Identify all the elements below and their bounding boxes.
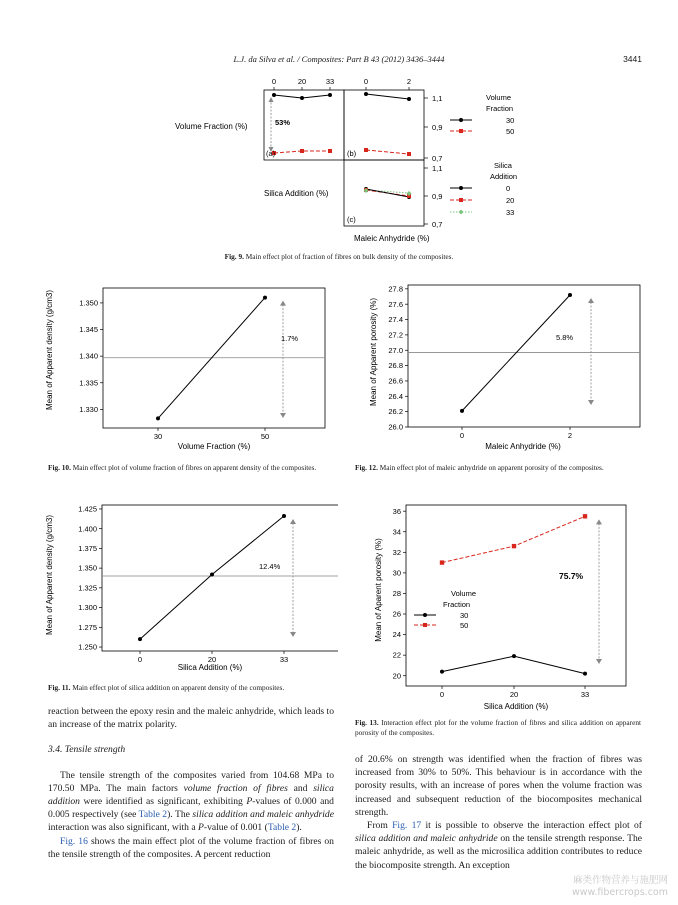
y-tick-label: 26.4 <box>388 391 403 401</box>
range-annotation: 75.7% <box>559 571 584 581</box>
watermark: 麻类作物营养与施肥网 www.fibercrops.com <box>571 875 668 898</box>
range-annotation: 1.7% <box>281 334 299 343</box>
range-annotation: 5.8% <box>556 333 574 342</box>
y-tick-label: 1.340 <box>79 351 98 361</box>
fig9-right-tick: 1,1 <box>432 164 443 173</box>
series-line <box>442 516 585 562</box>
data-point <box>440 560 444 564</box>
y-tick-label: 1.400 <box>78 524 97 534</box>
left-para-3: Fig. 16 shows the main effect plot of the volume fraction of fibres on the tensile strength of the composites. A percent reduction <box>48 835 334 860</box>
y-tick-label: 26.0 <box>388 422 403 432</box>
x-tick-label: 33 <box>580 690 590 699</box>
legend-swatch <box>459 186 463 190</box>
fig9-legend2-title: Addition <box>490 172 518 181</box>
fig9-top-tick: 0 <box>271 77 277 86</box>
data-point <box>364 148 368 152</box>
data-point <box>440 670 444 674</box>
fig9-legend1-item: 30 <box>506 116 515 125</box>
x-tick-label: 20 <box>207 655 217 664</box>
fig13-ylabel: Mean of Aparent porosity (%) <box>374 538 383 642</box>
fig13-legend-item: 30 <box>460 611 469 620</box>
x-tick-label: 0 <box>137 655 143 664</box>
range-annotation: 12.4% <box>259 562 281 571</box>
range-arrow-head <box>588 400 594 405</box>
fig9-top-tick: 2 <box>406 77 412 86</box>
figure-9-svg <box>160 72 530 248</box>
fig9-caption: Fig. 9. Main effect plot of fraction of fibres on bulk density of the composites. <box>224 252 454 261</box>
section-heading: 3.4. Tensile strength <box>48 744 126 756</box>
fig11-xlabel: Silica Addition (%) <box>177 663 243 672</box>
y-tick-label: 1.425 <box>78 504 97 514</box>
y-tick-label: 1.350 <box>79 298 98 308</box>
series-line <box>140 516 284 639</box>
y-tick-label: 1.335 <box>79 378 98 388</box>
fig9-top-tick: 33 <box>325 77 335 86</box>
fig9-top-tick: 0 <box>363 77 369 86</box>
fig9-right-tick: 0,9 <box>432 192 443 201</box>
fig11-ylabel: Mean of Apparent density (g/cm3) <box>45 514 54 636</box>
fig13-legend-item: 50 <box>460 621 469 630</box>
right-column-text <box>355 753 642 872</box>
fig13-plot-frame <box>406 505 626 686</box>
range-arrow-head <box>280 413 286 418</box>
fig11-caption: Fig. 11. Main effect plot of silica addition on apparent density of the composites. <box>48 683 285 692</box>
y-tick-label: 1.350 <box>78 563 97 573</box>
left-column-text <box>48 705 334 861</box>
fig9-legend2-item: 33 <box>506 208 515 217</box>
range-arrow-head <box>596 519 602 524</box>
fig10-xlabel: Volume Fraction (%) <box>177 442 251 451</box>
x-tick-label: 20 <box>509 690 519 699</box>
fig12-xlabel: Maleic Anhydride (%) <box>485 442 561 451</box>
y-tick-label: 24 <box>392 630 401 640</box>
data-point <box>407 152 411 156</box>
figure-10-svg <box>38 280 338 452</box>
y-tick-label: 30 <box>392 568 401 578</box>
right-para-1: of 20.6% on strength was identified when the fraction of fibres was increased from 30% to 50%. This behaviour is in accordance with the porosity results, with an increase of pores when the volume fraction was increased and subsequent reduction of the biocomposites mechanical strength. <box>355 754 642 818</box>
fig9-legend2-item: 0 <box>506 184 511 193</box>
fig13-legend-title: Volume <box>451 589 477 598</box>
page-number: 3441 <box>623 54 642 64</box>
left-para-2: The tensile strength of the composites varied from 104.68 MPa to 170.50 MPa. The main factors volume fraction of fibres and silica addition were identified as significant, exhibiting P-values of 0.000 and 0.005 respectively (see Table 2). The silica addition and maleic anhydride interaction was also significant, with a P-value of 0.001 (Table 2). <box>48 769 334 834</box>
fig9-panel-c-label: (c) <box>347 215 356 224</box>
data-point <box>328 93 332 97</box>
x-tick-label: 30 <box>153 432 163 441</box>
fig9-panel-a-label: (a) <box>266 149 276 158</box>
table-2-link[interactable]: Table 2 <box>267 822 297 834</box>
range-arrow-head <box>290 519 296 524</box>
data-point <box>272 93 276 97</box>
data-point <box>583 672 587 676</box>
range-arrow-head <box>596 659 602 664</box>
fig9-right-tick: 1,1 <box>432 94 443 103</box>
figure-12-svg <box>356 280 656 452</box>
figure-11-svg <box>38 500 338 672</box>
fig-16-link[interactable]: Fig. 16 <box>60 835 88 847</box>
fig9-row-label-1: Volume Fraction (%) <box>175 122 248 131</box>
data-point <box>583 514 587 518</box>
data-point <box>300 96 304 100</box>
y-tick-label: 27.6 <box>388 299 403 309</box>
legend-swatch <box>459 129 463 133</box>
fig9-right-tick: 0,9 <box>432 123 443 132</box>
data-point <box>263 296 267 300</box>
data-point <box>407 97 411 101</box>
y-tick-label: 22 <box>392 650 401 660</box>
fig9-legend2-item: 20 <box>506 196 515 205</box>
fig11-plot-frame <box>102 505 338 651</box>
y-tick-label: 27.4 <box>388 315 403 325</box>
y-tick-label: 1.325 <box>78 583 97 593</box>
x-tick-label: 0 <box>439 690 445 699</box>
running-head: L.J. da Silva et al. / Composites: Part B 43 (2012) 3436–3444 <box>233 54 445 64</box>
y-tick-label: 1.375 <box>78 544 97 554</box>
series-line <box>442 656 585 673</box>
legend-swatch <box>423 613 427 617</box>
y-tick-label: 27.8 <box>388 284 403 294</box>
y-tick-label: 1.345 <box>79 325 98 335</box>
fig9-legend1-title: Fraction <box>486 104 514 113</box>
fig12-caption: Fig. 12. Main effect plot of maleic anhydride on apparent porosity of the composites. <box>355 463 604 472</box>
data-point <box>512 544 516 548</box>
legend-swatch <box>423 623 427 627</box>
data-point <box>300 149 304 153</box>
y-tick-label: 1.300 <box>78 603 97 613</box>
fig10-caption: Fig. 10. Main effect plot of volume fraction of fibres on apparent density of the composites. <box>48 463 317 472</box>
y-tick-label: 1.250 <box>78 642 97 652</box>
y-tick-label: 34 <box>392 527 401 537</box>
y-tick-label: 26.2 <box>388 407 403 417</box>
fig9-row-label-2: Silica Addition (%) <box>264 189 329 198</box>
y-tick-label: 26.6 <box>388 376 403 386</box>
data-point <box>460 409 464 413</box>
x-tick-label: 0 <box>459 431 465 440</box>
data-point <box>156 416 160 420</box>
fig9-right-tick: 0,7 <box>432 220 443 229</box>
fig9-legend1-item: 50 <box>506 127 515 136</box>
panel-b-series-30 <box>366 94 409 99</box>
fig9-pct-label: 53% <box>275 118 291 127</box>
data-point <box>210 572 214 576</box>
fig12-plot-frame <box>408 285 640 427</box>
fig13-xlabel: Silica Addition (%) <box>483 702 549 711</box>
y-tick-label: 26.8 <box>388 361 403 371</box>
range-arrow-head <box>280 301 286 306</box>
y-tick-label: 26 <box>392 609 401 619</box>
range-arrow-head <box>290 632 296 637</box>
y-tick-label: 36 <box>392 506 401 516</box>
data-point <box>328 149 332 153</box>
y-tick-label: 1.330 <box>79 404 98 414</box>
fig-17-link[interactable]: Fig. 17 <box>392 820 422 832</box>
data-point <box>282 514 286 518</box>
fig13-legend-title: Fraction <box>443 600 471 609</box>
table-2-link[interactable]: Table 2 <box>138 809 168 821</box>
x-tick-label: 2 <box>567 431 573 440</box>
fig9-bottom-label: Maleic Anhydride (%) <box>354 234 430 243</box>
figure-13-svg <box>356 500 656 712</box>
x-tick-label: 50 <box>260 432 270 441</box>
y-tick-label: 1.275 <box>78 622 97 632</box>
y-tick-label: 28 <box>392 589 401 599</box>
legend-swatch <box>459 198 463 202</box>
legend-swatch <box>459 210 464 215</box>
y-tick-label: 32 <box>392 547 401 557</box>
data-point <box>568 293 572 297</box>
fig12-ylabel: Mean of Apparent porosity (%) <box>369 297 378 407</box>
fig9-legend2-title: Silica <box>494 161 512 170</box>
data-point <box>512 654 516 658</box>
fig9-top-tick: 20 <box>297 77 307 86</box>
left-para-1: reaction between the epoxy resin and the maleic anhydride, which leads to an increase of the matrix polarity. <box>48 706 334 731</box>
y-tick-label: 27.0 <box>388 345 403 355</box>
fig9-right-tick: 0,7 <box>432 154 443 163</box>
right-para-2: From Fig. 17 it is possible to observe the interaction effect plot of silica addition and maleic anhydride on the tensile strength response. The maleic anhydride, as well as the microsilica addition contributes to reduce the biocomposite strength. An exception <box>355 820 642 871</box>
data-point <box>138 637 142 641</box>
panel-b-series-50 <box>366 150 409 154</box>
y-tick-label: 20 <box>392 671 401 681</box>
data-point <box>364 92 368 96</box>
fig9-panel-b-label: (b) <box>347 149 357 158</box>
fig10-ylabel: Mean of Apparent density (g/cm3) <box>45 289 54 411</box>
fig13-caption: Fig. 13. Interaction effect plot for the volume fraction of fibres and silica addition on apparent porosity of the composites. <box>355 718 641 737</box>
fig9-legend1-title: Volume <box>486 93 512 102</box>
x-tick-label: 33 <box>279 655 289 664</box>
legend-swatch <box>459 118 463 122</box>
y-tick-label: 27.2 <box>388 330 403 340</box>
range-arrow-head <box>588 298 594 303</box>
